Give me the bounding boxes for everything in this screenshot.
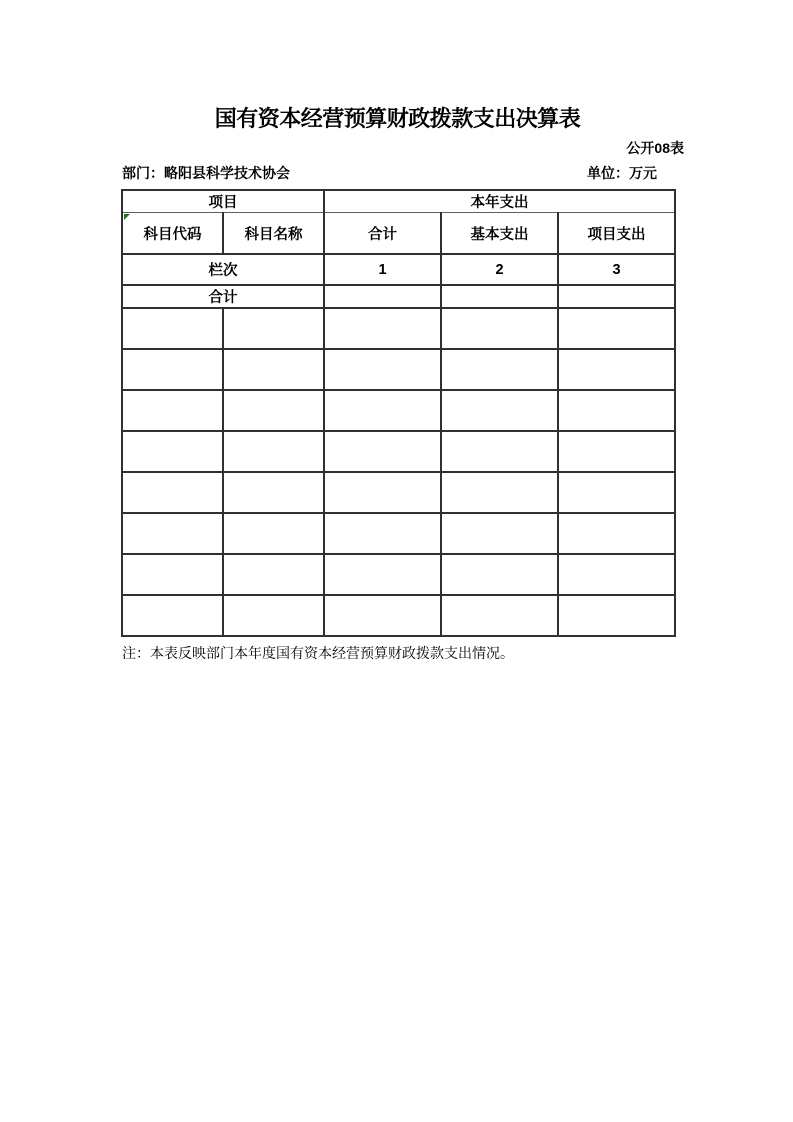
empty-cell	[558, 390, 675, 431]
empty-cell	[324, 308, 441, 349]
empty-cell	[223, 308, 324, 349]
corner-marker-icon	[124, 214, 130, 220]
empty-cell	[441, 390, 558, 431]
col-header-total: 合计	[324, 213, 441, 255]
empty-cell	[122, 554, 223, 595]
empty-cell	[441, 513, 558, 554]
empty-cell	[441, 554, 558, 595]
header-current-year-expenditure-group: 本年支出	[324, 190, 675, 213]
expenditure-table	[121, 189, 676, 637]
empty-cell	[223, 472, 324, 513]
empty-data-row	[122, 554, 675, 595]
empty-data-row	[122, 595, 675, 636]
empty-cell	[558, 513, 675, 554]
empty-cell	[558, 308, 675, 349]
empty-cell	[324, 554, 441, 595]
empty-cell	[223, 431, 324, 472]
row-label-column-index: 栏次	[122, 254, 324, 285]
form-number: 公开08表	[626, 140, 684, 156]
note-text: 注：本表反映部门本年度国有资本经营预算财政拨款支出情况。	[122, 647, 514, 662]
empty-data-row	[122, 472, 675, 513]
group-header-row	[122, 190, 675, 213]
empty-cell	[558, 554, 675, 595]
col-header-subject-code	[122, 213, 223, 255]
empty-cell	[441, 308, 558, 349]
empty-cell	[122, 472, 223, 513]
empty-data-row	[122, 513, 675, 554]
unit-label: 单位：万元	[587, 165, 657, 181]
empty-cell	[558, 595, 675, 636]
empty-data-row	[122, 349, 675, 390]
header-item-group: 项目	[122, 190, 324, 213]
empty-data-row	[122, 431, 675, 472]
total-value-total	[324, 285, 441, 308]
empty-cell	[324, 472, 441, 513]
empty-cell	[441, 595, 558, 636]
empty-cell	[324, 349, 441, 390]
empty-cell	[223, 554, 324, 595]
row-label-total: 合计	[122, 285, 324, 308]
empty-cell	[122, 390, 223, 431]
col-header-project-expenditure: 项目支出	[558, 213, 675, 255]
meta-line	[122, 165, 674, 182]
empty-cell	[324, 390, 441, 431]
page-title: 国有资本经营预算财政拨款支出决算表	[214, 106, 581, 131]
col-header-basic-expenditure: 基本支出	[441, 213, 558, 255]
empty-cell	[122, 431, 223, 472]
column-number-3: 3	[558, 254, 675, 285]
empty-cell	[223, 390, 324, 431]
empty-cell	[122, 349, 223, 390]
empty-cell	[324, 595, 441, 636]
empty-cell	[223, 513, 324, 554]
empty-data-row	[122, 308, 675, 349]
column-header-row	[122, 213, 675, 255]
empty-cell	[122, 308, 223, 349]
column-index-row	[122, 254, 675, 285]
empty-cell	[122, 513, 223, 554]
col-header-subject-code-label: 科目代码	[143, 226, 202, 243]
column-number-2: 2	[441, 254, 558, 285]
empty-cell	[441, 349, 558, 390]
empty-cell	[558, 472, 675, 513]
empty-cell	[122, 595, 223, 636]
empty-cell	[324, 513, 441, 554]
expenditure-table-body	[122, 190, 675, 636]
total-row	[122, 285, 675, 308]
total-value-basic	[441, 285, 558, 308]
empty-cell	[441, 431, 558, 472]
empty-cell	[223, 349, 324, 390]
empty-cell	[558, 431, 675, 472]
empty-cell	[558, 349, 675, 390]
department-label: 部门：略阳县科学技术协会	[122, 165, 290, 181]
empty-cell	[324, 431, 441, 472]
total-value-project	[558, 285, 675, 308]
column-number-1: 1	[324, 254, 441, 285]
empty-cell	[223, 595, 324, 636]
empty-cell	[441, 472, 558, 513]
empty-data-row	[122, 390, 675, 431]
col-header-subject-name: 科目名称	[223, 213, 324, 255]
